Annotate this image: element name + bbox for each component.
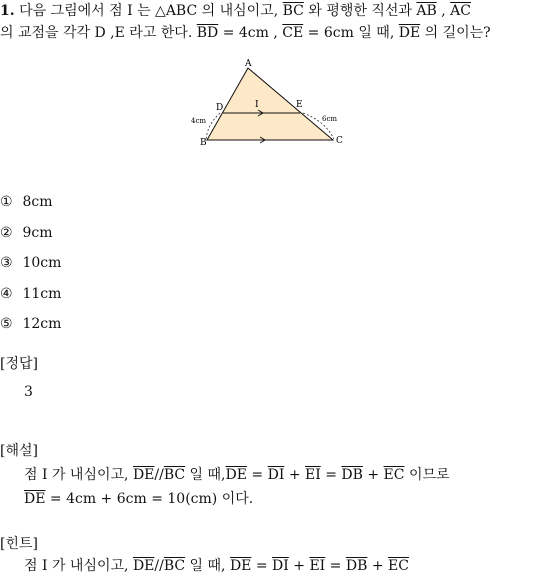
segment-ec: $\overline{EC}$ — [383, 467, 405, 483]
segment-bc: $\overline{BC}$ — [163, 467, 186, 483]
segment-ab: $\overline{AB}$ — [416, 3, 437, 19]
choice-text: 10cm — [22, 255, 62, 271]
triangle-fill — [207, 68, 333, 140]
choice-mark: ⑤ — [0, 316, 13, 332]
choice-mark: ② — [0, 225, 13, 241]
explanation-text: 일 때, — [189, 467, 226, 483]
question-text: , — [441, 3, 446, 19]
question-text: 와 평행한 직선과 — [308, 3, 412, 19]
explanation-text: 점 I 가 내심이고, — [24, 467, 129, 483]
label-i: I — [255, 100, 259, 110]
explanation-text: = 4cm + 6cm = 10(cm) 이다. — [49, 491, 254, 507]
choice-mark: ③ — [0, 255, 13, 271]
question-line-1 — [0, 2, 471, 20]
choice-mark: ④ — [0, 286, 13, 302]
label-6cm: 6cm — [322, 115, 338, 123]
hint-title: [힌트] — [0, 536, 38, 552]
segment-de: $\overline{DE}$ — [132, 467, 155, 483]
parallel-symbol: // — [154, 467, 164, 483]
segment-ec: $\overline{EC}$ — [388, 558, 409, 574]
segment-bd: $\overline{BD}$ — [196, 25, 219, 41]
label-e: E — [296, 100, 303, 110]
choice-text: 11cm — [22, 286, 62, 302]
segment-de: $\overline{DE}$ — [24, 491, 46, 507]
segment-de: $\overline{DE}$ — [132, 558, 155, 574]
choice-2[interactable] — [0, 224, 52, 242]
segment-bc: $\overline{BC}$ — [282, 3, 304, 19]
explanation-line-2 — [24, 490, 253, 508]
segment-ei: $\overline{EI}$ — [305, 467, 321, 483]
choice-3[interactable] — [0, 254, 61, 272]
equals-sign: = — [251, 467, 264, 483]
label-4cm: 4cm — [191, 117, 207, 125]
label-b: B — [200, 138, 207, 148]
explanation-title: [해설] — [0, 443, 38, 459]
segment-de: $\overline{DE}$ — [229, 558, 252, 574]
explanation-line-1 — [24, 466, 450, 484]
label-a: A — [245, 59, 252, 69]
segment-ce: $\overline{CE}$ — [282, 25, 304, 41]
equals-sign: = — [329, 558, 342, 574]
equals-sign: = — [255, 558, 268, 574]
segment-bc: $\overline{BC}$ — [163, 558, 186, 574]
segment-di: $\overline{DI}$ — [267, 467, 285, 483]
label-d: D — [216, 103, 224, 113]
choice-5[interactable] — [0, 315, 61, 333]
plus-sign: + — [371, 558, 384, 574]
question-line-2 — [0, 24, 491, 42]
plus-sign: + — [367, 467, 380, 483]
choice-1[interactable] — [0, 193, 52, 211]
segment-de: $\overline{DE}$ — [225, 467, 247, 483]
question-text: = 4cm , — [222, 25, 278, 41]
explanation-text: 이므로 — [408, 467, 450, 483]
segment-ac: $\overline{AC}$ — [450, 3, 471, 19]
plus-sign: + — [293, 558, 305, 574]
choice-text: 12cm — [22, 316, 62, 332]
parallel-symbol: // — [154, 558, 164, 574]
segment-ei: $\overline{EI}$ — [309, 558, 326, 574]
answer-value: 3 — [24, 384, 33, 400]
question-number: 1. — [0, 3, 15, 19]
question-text: 다음 그림에서 점 I 는 △ABC 의 내심이고, — [19, 3, 279, 19]
segment-di: $\overline{DI}$ — [272, 558, 289, 574]
plus-sign: + — [288, 467, 301, 483]
segment-db: $\overline{DB}$ — [345, 558, 368, 574]
hint-text: 점 I 가 내심이고, — [24, 558, 129, 574]
choice-mark: ① — [0, 194, 13, 210]
label-c: C — [336, 136, 343, 146]
choice-4[interactable] — [0, 285, 61, 303]
answer-title: [정답] — [0, 356, 38, 372]
hint-line-1 — [24, 557, 409, 575]
question-text: = 6cm 일 때, — [307, 25, 395, 41]
question-text: 의 교점을 각각 D ,E 라고 한다. — [0, 25, 193, 41]
choice-text: 8cm — [22, 194, 53, 210]
segment-de: $\overline{DE}$ — [398, 25, 421, 41]
equals-sign: = — [325, 467, 337, 483]
question-text: 의 길이는? — [424, 25, 491, 41]
choice-text: 9cm — [22, 225, 53, 241]
hint-text: 일 때, — [189, 558, 226, 574]
triangle-figure — [185, 55, 355, 155]
segment-db: $\overline{DB}$ — [341, 467, 363, 483]
